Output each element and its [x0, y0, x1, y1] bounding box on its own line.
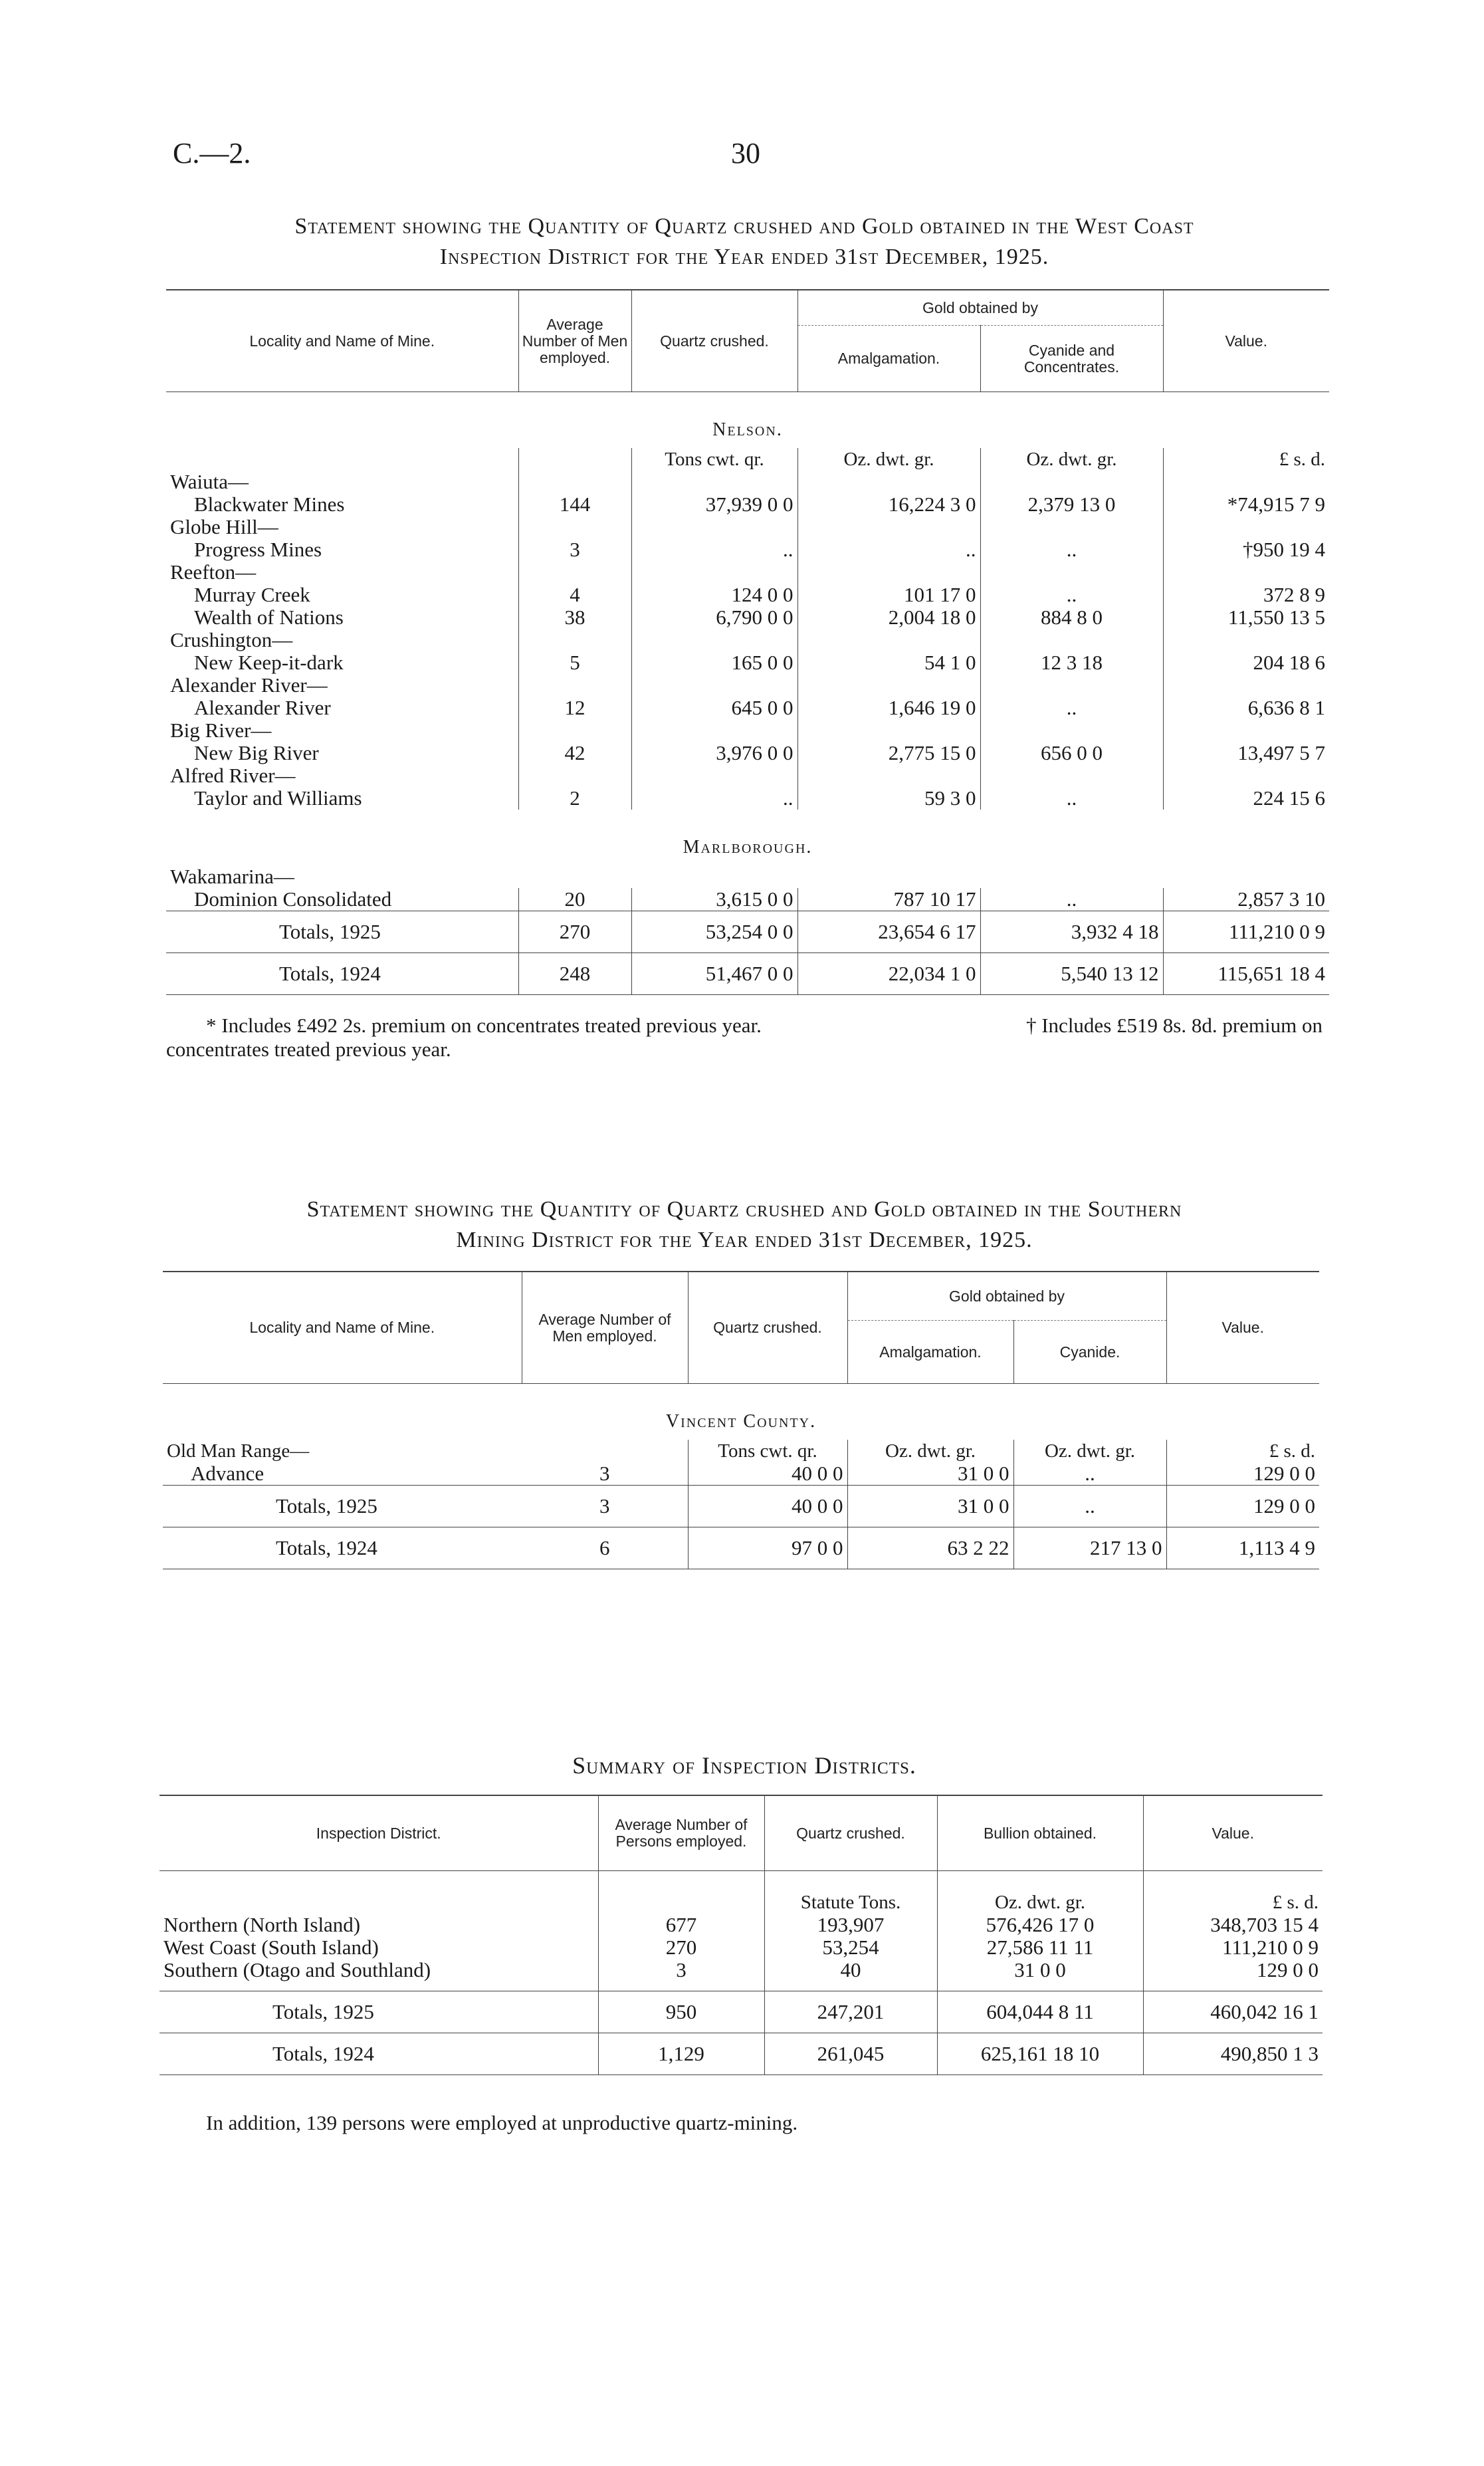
col-amalgamation: Amalgamation. — [847, 1321, 1013, 1384]
unit-quartz: Tons cwt. qr. — [631, 448, 797, 471]
totals-label: Totals, 1924 — [276, 1536, 377, 1559]
page-header — [173, 136, 1336, 183]
quartz-cell: 97 0 0 — [688, 1527, 847, 1569]
bullion-cell: 625,161 18 10 — [937, 2033, 1143, 2075]
totals-row-1924 — [166, 953, 1329, 995]
mine-name: Progress Mines — [166, 538, 518, 561]
men-cell: 248 — [518, 953, 631, 995]
cyanide-cell: 217 13 0 — [1013, 1527, 1166, 1569]
group-label: Waiuta— — [166, 471, 518, 493]
summary-title: Summary of Inspection Districts. — [572, 1752, 916, 1779]
group-row — [166, 764, 1329, 787]
persons-cell: 1,129 — [598, 2033, 764, 2075]
west-coast-title-line-1: Statement showing the Quantity of Quartz crushed and Gold obtained in the West Coast — [294, 214, 1194, 239]
quartz-cell: 261,045 — [764, 2033, 937, 2075]
group-row — [166, 674, 1329, 697]
men-cell: 5 — [518, 651, 631, 674]
table-row — [166, 787, 1329, 810]
cyanide-cell: 12 3 18 — [980, 651, 1163, 674]
amalg-cell: 54 1 0 — [797, 651, 980, 674]
group-row — [166, 629, 1329, 651]
cyanide-cell: .. — [1013, 1486, 1166, 1527]
cyanide-cell: .. — [1013, 1462, 1166, 1486]
col-cyanide: Cyanide. — [1013, 1321, 1166, 1384]
west-coast-mine-rows — [166, 471, 1329, 810]
col-value: Value. — [1143, 1795, 1323, 1871]
col-quartz: Quartz crushed. — [688, 1272, 847, 1384]
unit-bullion: Oz. dwt. gr. — [937, 1871, 1143, 1914]
mine-name: New Big River — [166, 742, 518, 764]
amalg-cell: 23,654 6 17 — [797, 911, 980, 953]
value-cell: *74,915 7 9 — [1227, 493, 1325, 516]
page-number: 30 — [731, 137, 760, 169]
unit-cyanide: Oz. dwt. gr. — [980, 448, 1163, 471]
men-cell: 3 — [522, 1486, 688, 1527]
men-cell: 12 — [518, 697, 631, 719]
mine-name: Advance — [191, 1462, 265, 1485]
amalg-cell: 2,775 15 0 — [797, 742, 980, 764]
unit-amalg: Oz. dwt. gr. — [847, 1440, 1013, 1462]
group-label: Alfred River— — [166, 764, 518, 787]
totals-row-1924 — [159, 2033, 1323, 2075]
table-row — [159, 1959, 1323, 1991]
table-row — [166, 493, 1329, 516]
amalg-cell: 63 2 22 — [847, 1527, 1013, 1569]
footnote-continuation: concentrates treated previous year. — [166, 1038, 451, 1061]
totals-row-1925 — [159, 1991, 1323, 2033]
totals-row-1925 — [163, 1486, 1319, 1527]
unit-value: £ s. d. — [1279, 449, 1325, 470]
persons-cell: 270 — [598, 1936, 764, 1959]
unit-cyanide: Oz. dwt. gr. — [1013, 1440, 1166, 1462]
value-cell: 111,210 0 9 — [1222, 1936, 1319, 1959]
value-cell: †950 19 4 — [1243, 538, 1325, 561]
mine-name: Wealth of Nations — [166, 606, 518, 629]
quartz-cell: 247,201 — [764, 1991, 937, 2033]
table-row — [166, 584, 1329, 606]
amalg-cell: 16,224 3 0 — [797, 493, 980, 516]
summary-table — [159, 1795, 1323, 2075]
totals-label: Totals, 1925 — [166, 911, 518, 953]
quartz-cell: .. — [631, 787, 797, 810]
table-row — [166, 888, 1329, 911]
unit-quartz: Tons cwt. qr. — [688, 1440, 847, 1462]
mine-name: New Keep-it-dark — [166, 651, 518, 674]
col-inspection-district: Inspection District. — [159, 1795, 598, 1871]
quartz-cell: 193,907 — [764, 1914, 937, 1936]
persons-cell: 677 — [598, 1914, 764, 1936]
group-label: Wakamarina— — [170, 865, 294, 888]
quartz-cell: 40 0 0 — [688, 1462, 847, 1486]
quartz-cell: 37,939 0 0 — [631, 493, 797, 516]
mine-name: Murray Creek — [166, 584, 518, 606]
southern-title-line-2: Mining District for the Year ended 31st December, 1925. — [456, 1228, 1033, 1252]
bullion-cell: 604,044 8 11 — [937, 1991, 1143, 2033]
district-vincent-county: Vincent County. — [665, 1411, 817, 1432]
value-cell: 111,210 0 9 — [1229, 920, 1325, 943]
men-cell: 3 — [522, 1462, 688, 1486]
totals-label: Totals, 1925 — [276, 1494, 377, 1517]
col-locality: Locality and Name of Mine. — [166, 290, 518, 392]
west-coast-table — [166, 289, 1329, 995]
men-cell: 3 — [518, 538, 631, 561]
cyanide-cell: 884 8 0 — [980, 606, 1163, 629]
totals-label: Totals, 1924 — [166, 953, 518, 995]
persons-cell: 950 — [598, 1991, 764, 2033]
mine-name: Blackwater Mines — [166, 493, 518, 516]
quartz-cell: 645 0 0 — [631, 697, 797, 719]
district-nelson: Nelson. — [712, 419, 783, 440]
men-cell: 20 — [518, 888, 631, 911]
footnote-right: † Includes £519 8s. 8d. premium on — [1025, 1014, 1323, 1037]
district-name: West Coast (South Island) — [159, 1936, 598, 1959]
amalg-cell: 101 17 0 — [797, 584, 980, 606]
men-cell: 270 — [518, 911, 631, 953]
group-label: Old Man Range— — [167, 1440, 310, 1462]
west-coast-title-line-2: Inspection District for the Year ended 31st December, 1925. — [439, 245, 1049, 269]
value-cell: 13,497 5 7 — [1237, 741, 1325, 764]
quartz-cell: 124 0 0 — [631, 584, 797, 606]
amalg-cell: 1,646 19 0 — [797, 697, 980, 719]
cyanide-cell: 5,540 13 12 — [980, 953, 1163, 995]
quartz-cell: 3,976 0 0 — [631, 742, 797, 764]
quartz-cell: 53,254 — [764, 1936, 937, 1959]
unit-quartz: Statute Tons. — [764, 1871, 937, 1914]
col-cyanide: Cyanide and Concentrates. — [980, 326, 1163, 392]
southern-title — [159, 1194, 1329, 1256]
unit-amalg: Oz. dwt. gr. — [797, 448, 980, 471]
table-row — [166, 538, 1329, 561]
col-persons: Average Number of Persons employed. — [598, 1795, 764, 1871]
col-gold-obtained: Gold obtained by — [797, 290, 1163, 326]
table-row — [166, 742, 1329, 764]
cyanide-cell: 3,932 4 18 — [980, 911, 1163, 953]
men-cell: 38 — [518, 606, 631, 629]
summary-rows — [159, 1914, 1323, 1991]
value-cell: 224 15 6 — [1253, 786, 1325, 810]
value-cell: 1,113 4 9 — [1238, 1536, 1315, 1559]
cyanide-cell: 2,379 13 0 — [980, 493, 1163, 516]
col-quartz: Quartz crushed. — [764, 1795, 937, 1871]
value-cell: 490,850 1 3 — [1220, 2042, 1319, 2065]
mine-name: Dominion Consolidated — [166, 888, 518, 911]
value-cell: 129 0 0 — [1257, 1958, 1319, 1981]
men-cell: 2 — [518, 787, 631, 810]
cyanide-cell: 656 0 0 — [980, 742, 1163, 764]
col-gold-obtained: Gold obtained by — [847, 1272, 1166, 1321]
table-row — [166, 606, 1329, 629]
value-cell: 204 18 6 — [1253, 651, 1325, 674]
cyanide-cell: .. — [980, 697, 1163, 719]
table-row — [166, 697, 1329, 719]
group-row — [166, 719, 1329, 742]
southern-title-line-1: Statement showing the Quantity of Quartz crushed and Gold obtained in the Southern — [306, 1197, 1182, 1222]
totals-row-1925 — [166, 911, 1329, 953]
col-quartz: Quartz crushed. — [631, 290, 797, 392]
southern-table — [163, 1271, 1319, 1569]
unit-value: £ s. d. — [1272, 1892, 1319, 1913]
table-row — [159, 1936, 1323, 1959]
col-men: Average Number of Men employed. — [522, 1272, 688, 1384]
quartz-cell: 40 — [764, 1959, 937, 1991]
value-cell: 6,636 8 1 — [1247, 696, 1325, 719]
cyanide-cell: .. — [980, 538, 1163, 561]
mine-name: Alexander River — [166, 697, 518, 719]
col-amalgamation: Amalgamation. — [797, 326, 980, 392]
value-cell: 11,550 13 5 — [1227, 606, 1325, 629]
unit-spacer — [518, 448, 631, 471]
value-cell: 460,042 16 1 — [1210, 2000, 1319, 2023]
amalg-cell: 22,034 1 0 — [797, 953, 980, 995]
group-row — [166, 561, 1329, 584]
district-name: Northern (North Island) — [159, 1914, 598, 1936]
cyanide-cell: .. — [980, 787, 1163, 810]
group-row — [166, 471, 1329, 493]
men-cell: 4 — [518, 584, 631, 606]
col-men: Average Number of Men employed. — [518, 290, 631, 392]
cyanide-cell: .. — [980, 584, 1163, 606]
quartz-cell: 6,790 0 0 — [631, 606, 797, 629]
value-cell: 129 0 0 — [1253, 1494, 1315, 1517]
men-cell: 6 — [522, 1527, 688, 1569]
group-label: Alexander River— — [166, 674, 518, 697]
quartz-cell: 40 0 0 — [688, 1486, 847, 1527]
value-cell: 372 8 9 — [1263, 583, 1325, 606]
col-bullion: Bullion obtained. — [937, 1795, 1143, 1871]
bullion-cell: 27,586 11 11 — [937, 1936, 1143, 1959]
unit-value: £ s. d. — [1269, 1440, 1315, 1462]
amalg-cell: .. — [797, 538, 980, 561]
men-cell: 144 — [518, 493, 631, 516]
value-cell: 348,703 15 4 — [1210, 1913, 1319, 1936]
district-name: Southern (Otago and Southland) — [159, 1959, 598, 1991]
footnote-left: * Includes £492 2s. premium on concentrates treated previous year. — [206, 1014, 762, 1037]
value-cell: 115,651 18 4 — [1218, 962, 1325, 985]
table-row — [159, 1914, 1323, 1936]
group-label: Big River— — [166, 719, 518, 742]
district-marlborough: Marlborough. — [683, 837, 813, 857]
amalg-cell: 59 3 0 — [797, 787, 980, 810]
quartz-cell: 165 0 0 — [631, 651, 797, 674]
west-coast-footnote — [166, 1014, 1323, 1062]
document-reference: C.—2. — [173, 137, 251, 169]
west-coast-title — [159, 211, 1329, 273]
amalg-cell: 31 0 0 — [847, 1462, 1013, 1486]
men-cell: 42 — [518, 742, 631, 764]
quartz-cell: 53,254 0 0 — [631, 911, 797, 953]
value-cell: 2,857 3 10 — [1237, 887, 1325, 911]
bullion-cell: 31 0 0 — [937, 1959, 1143, 1991]
summary-note: In addition, 139 persons were employed at unproductive quartz-mining. — [206, 2111, 798, 2134]
group-label: Crushington— — [166, 629, 518, 651]
col-locality: Locality and Name of Mine. — [163, 1272, 522, 1384]
quartz-cell: 51,467 0 0 — [631, 953, 797, 995]
group-row — [166, 516, 1329, 538]
unit-spacer — [166, 448, 518, 471]
amalg-cell: 2,004 18 0 — [797, 606, 980, 629]
col-value: Value. — [1166, 1272, 1319, 1384]
table-row — [166, 651, 1329, 674]
cyanide-cell: .. — [980, 888, 1163, 911]
totals-label: Totals, 1925 — [159, 1991, 598, 2033]
persons-cell: 3 — [598, 1959, 764, 1991]
quartz-cell: 3,615 0 0 — [631, 888, 797, 911]
group-label: Globe Hill— — [166, 516, 518, 538]
bullion-cell: 576,426 17 0 — [937, 1914, 1143, 1936]
group-label: Reefton— — [166, 561, 518, 584]
col-value: Value. — [1163, 290, 1329, 392]
amalg-cell: 787 10 17 — [797, 888, 980, 911]
totals-label: Totals, 1924 — [159, 2033, 598, 2075]
amalg-cell: 31 0 0 — [847, 1486, 1013, 1527]
table-row — [163, 1462, 1319, 1486]
mine-name: Taylor and Williams — [166, 787, 518, 810]
quartz-cell: .. — [631, 538, 797, 561]
value-cell: 129 0 0 — [1253, 1462, 1315, 1485]
totals-row-1924 — [163, 1527, 1319, 1569]
